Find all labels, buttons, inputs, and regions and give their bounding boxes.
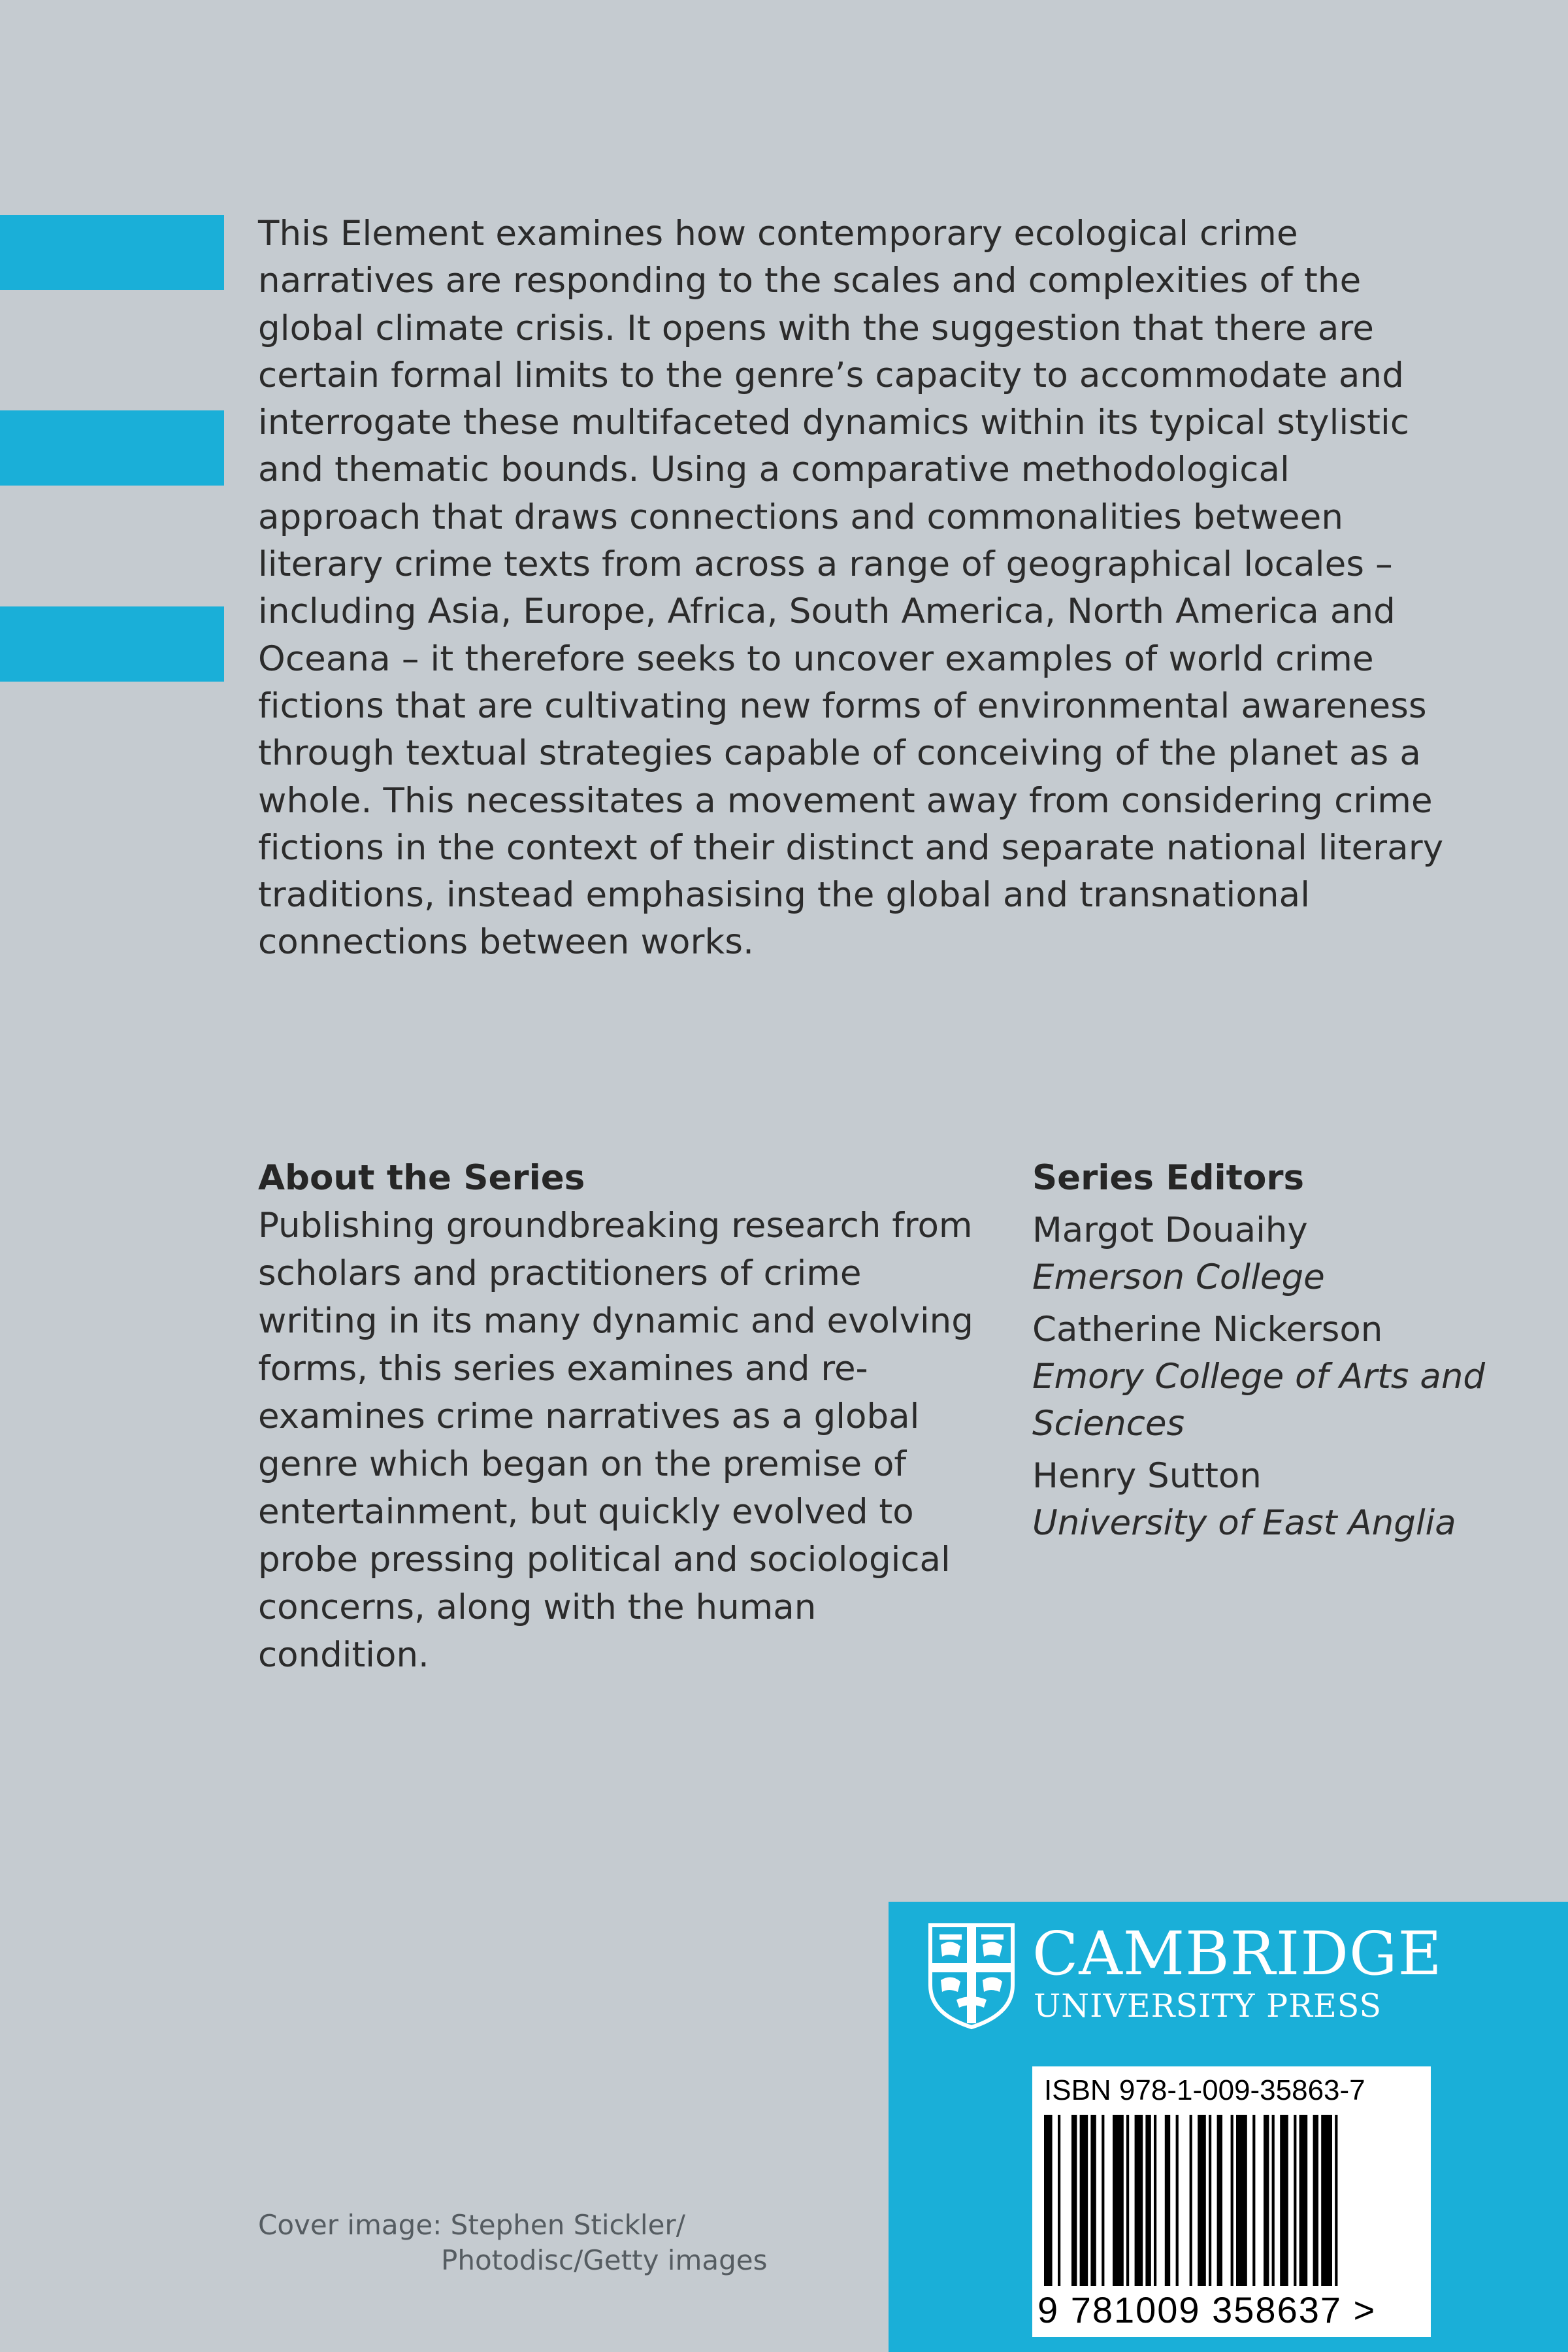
credit-line-1: Cover image: Stephen Stickler/ [258,2209,685,2241]
accent-bar-middle [0,410,224,486]
barcode-bar [1321,2115,1332,2286]
barcode-bar [1135,2115,1143,2286]
barcode-bar [1176,2115,1179,2286]
editor-affiliation: University of East Anglia [1032,1503,1456,1543]
barcode-bar [1313,2115,1318,2286]
accent-bar-bottom [0,606,224,682]
editor-entry [1032,1453,1529,1547]
editor-affiliation: Emory College of Arts and Sciences [1032,1357,1486,1444]
barcode-bar [1090,2115,1096,2286]
publisher-name: CAMBRIDGE [1032,1919,1443,1989]
isbn-number: ISBN 978-1-009-35863-7 [1044,2074,1365,2106]
barcode-bar [1126,2115,1129,2286]
barcode-bar [1280,2115,1288,2286]
cover-image-credit [258,2208,768,2278]
series-editors-heading: Series Editors [1032,1158,1305,1198]
editor-entry [1032,1306,1529,1448]
barcode-bar [1044,2115,1053,2286]
barcode-bar [1294,2115,1296,2286]
barcode-bar [1165,2115,1170,2286]
barcode-bar [1231,2115,1233,2286]
book-blurb: This Element examines how contemporary ecological crime narratives are responding to the scales and complexities of the global climate crisis. It opens with the suggestion that there are certain formal limits to the genre’s capacity to accommodate and interrogate these multifaceted dynamics within its typical stylistic and thematic bounds. Using a comparative methodological approach that draws connections and commonalities between literary crime texts from across a range of geographical locales – including Asia, Europe, Africa, South America, North America and Oceana – it therefore seeks to uncover examples of world crime fictions that are cultivating new forms of environmental awareness through textual strategies capable of conceiving of the planet as a whole. This necessitates a movement away from considering crime fictions in the context of their distinct and separate national literary traditions, instead emphasising the global and transnational connections between works. [258,214,1444,963]
barcode-bar [1154,2115,1156,2286]
barcode-bar [1252,2115,1255,2286]
series-editors [1032,1155,1529,1547]
barcode-bar [1058,2115,1060,2286]
editor-affiliation: Emerson College [1032,1257,1325,1297]
barcode-bar [1272,2115,1275,2286]
barcode-bar [1335,2115,1337,2286]
about-series-heading: About the Series [258,1158,585,1198]
editor-entry [1032,1207,1529,1301]
editor-name: Margot Douaihy [1032,1210,1308,1250]
barcode-digits: 9 781009 358637 > [1037,2289,1377,2330]
barcode-bar [1190,2115,1192,2286]
editor-name: Henry Sutton [1032,1456,1262,1496]
publisher-panel [889,1902,1568,2352]
barcode-bar [1080,2115,1088,2286]
editor-name: Catherine Nickerson [1032,1310,1383,1350]
barcode-bar [1217,2115,1222,2286]
accent-bar-top [0,215,224,290]
about-series-text: Publishing groundbreaking research from scholars and practitioners of crime writing in its many dynamic and evolving forms, this series examines and re-examines crime narratives as a global genre which began on the premise of entertainment, but quickly evolved to probe pressing political and sociological concerns, along with the human condition. [258,1206,973,1675]
credit-line-2: Photodisc/Getty images [441,2244,768,2276]
about-series [258,1155,990,1679]
barcode-bar [1113,2115,1124,2286]
barcode-bars [1044,2115,1384,2286]
barcode-bar [1299,2115,1308,2286]
barcode-bar [1264,2115,1269,2286]
publisher-subtitle: UNIVERSITY PRESS [1034,1987,1382,2025]
university-crest-icon [928,1923,1015,2030]
barcode-bar [1209,2115,1211,2286]
isbn-barcode [1032,2066,1431,2337]
barcode-bar [1071,2115,1077,2286]
barcode-bar [1145,2115,1151,2286]
barcode-bar [1236,2115,1247,2286]
barcode-bar [1198,2115,1206,2286]
barcode-bar [1102,2115,1104,2286]
